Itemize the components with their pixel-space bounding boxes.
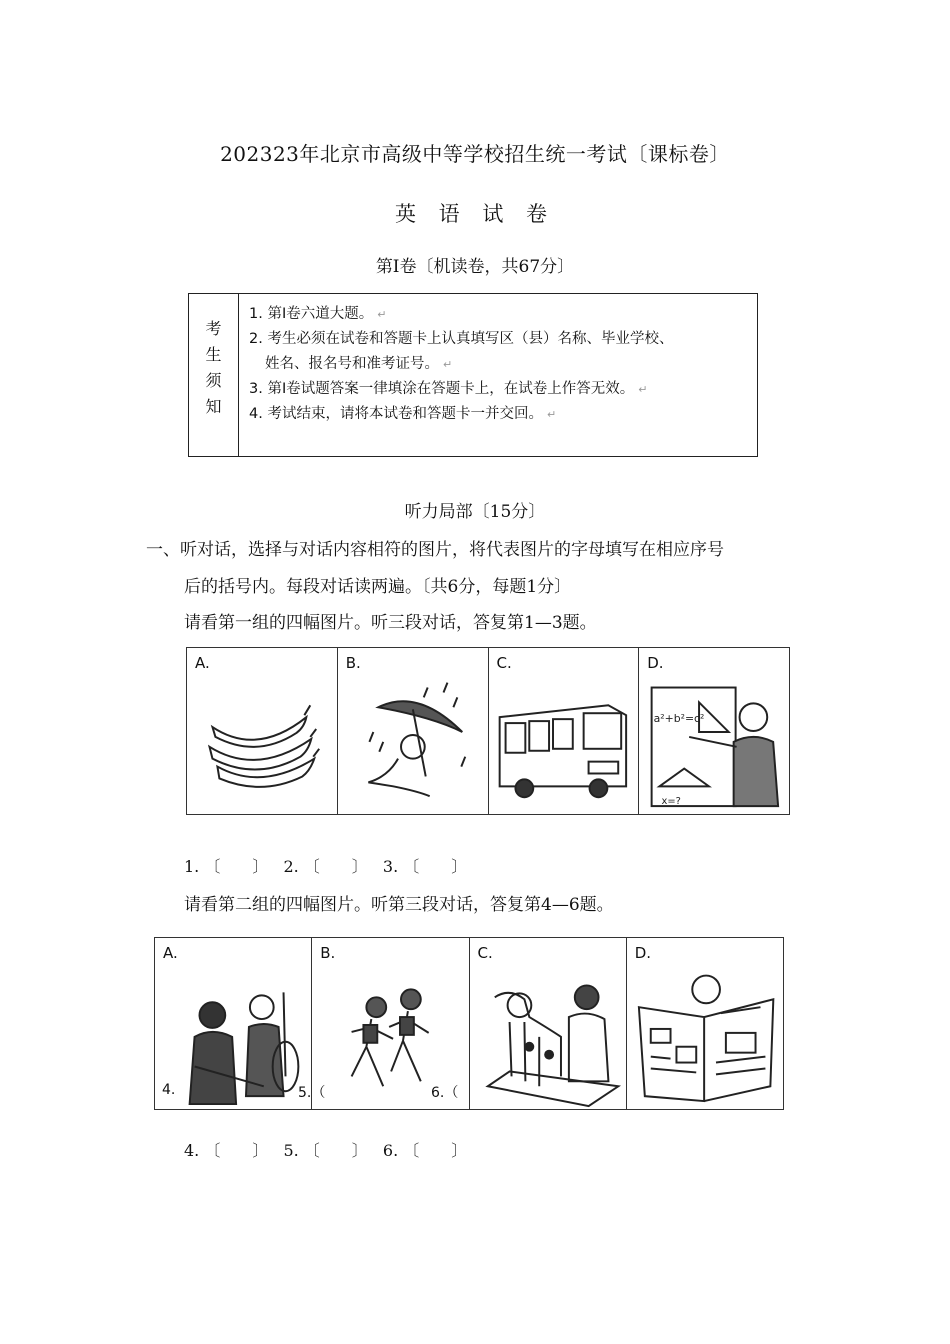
picture-label: B. (320, 944, 336, 962)
exam-subtitle: 英 语 试 卷 (394, 202, 556, 226)
picture-d (639, 648, 789, 814)
notice-item: 4. 考试结束，请将本试卷和答题卡一并交回。 ↵ (249, 406, 557, 422)
answers-4-6 (184, 1138, 467, 1161)
overlay-number: 5.（ (298, 1085, 326, 1101)
overlay-number: 4. (162, 1082, 176, 1098)
notice-item: 3. 第Ⅰ卷试题答案一律填涂在答题卡上，在试卷上作答无效。 ↵ (249, 381, 648, 397)
answers-1-3 (184, 854, 467, 877)
picture-label: C. (477, 944, 493, 962)
dog-vet-icon (470, 938, 626, 1109)
picture-a (155, 938, 312, 1109)
notice-label-char: 须 (205, 371, 222, 390)
question-1-line1: 一、听对话，选择与对话内容相符的图片，将代表图片的字母填写在相应序号 (146, 540, 724, 560)
picture-label: A. (195, 654, 210, 672)
answer-blank: 4. 〔 〕 (184, 1141, 269, 1160)
bananas-icon (187, 648, 337, 814)
part-title: 第I卷〔机读卷，共67分〕 (375, 257, 575, 277)
picture-b (338, 648, 489, 814)
picture-c (489, 648, 640, 814)
group2-intro: 请看第二组的四幅图片。听第三段对话，答复第4—6题。 (184, 895, 614, 915)
notice-item: 2. 考生必须在试卷和答题卡上认真填写区（县）名称、毕业学校、 (249, 331, 674, 347)
svg-text:a²+b²=c²: a²+b²=c² (653, 712, 705, 726)
answer-blank: 2. 〔 〕 (283, 857, 368, 876)
picture-c (470, 938, 627, 1109)
teacher-icon (639, 648, 789, 814)
picture-label: D. (634, 944, 652, 962)
newspaper-icon (627, 938, 783, 1109)
picture-label: A. (163, 944, 178, 962)
notice-label-char: 考 (205, 319, 222, 338)
picture-d (627, 938, 783, 1109)
notice-label-char: 知 (205, 397, 222, 416)
notice-item: 姓名、报名号和准考证号。 ↵ (265, 356, 453, 372)
exam-title: 202323年北京市高级中等学校招生统一考试〔课标卷〕 (220, 142, 730, 166)
notice-box (188, 293, 758, 457)
picture-label: D. (647, 654, 664, 672)
answer-blank: 5. 〔 〕 (283, 1141, 368, 1160)
picture-group-1 (186, 647, 790, 815)
svg-text:x=?: x=? (661, 796, 682, 808)
picture-label: B. (345, 654, 361, 672)
notice-label (189, 294, 239, 456)
umbrella-rain-icon (338, 648, 488, 814)
picture-a (187, 648, 338, 814)
picture-group-2 (154, 937, 784, 1110)
answer-blank: 6. 〔 〕 (382, 1141, 468, 1160)
notice-items (249, 302, 747, 427)
overlay-number: 6.（ (431, 1085, 459, 1101)
picture-label: C. (496, 654, 512, 672)
notice-item: 1. 第Ⅰ卷六道大题。 ↵ (249, 306, 387, 322)
listening-title: 听力局部〔15分〕 (404, 502, 546, 522)
question-1-line2: 后的括号内。每段对话读两遍。〔共6分，每题1分〕 (184, 577, 572, 597)
answer-blank: 1. 〔 〕 (184, 857, 269, 876)
notice-label-char: 生 (205, 345, 222, 364)
violin-cello-icon (155, 938, 311, 1109)
answer-blank: 3. 〔 〕 (382, 857, 468, 876)
group1-intro: 请看第一组的四幅图片。听三段对话，答复第1—3题。 (184, 613, 597, 633)
bus-icon (489, 648, 639, 814)
